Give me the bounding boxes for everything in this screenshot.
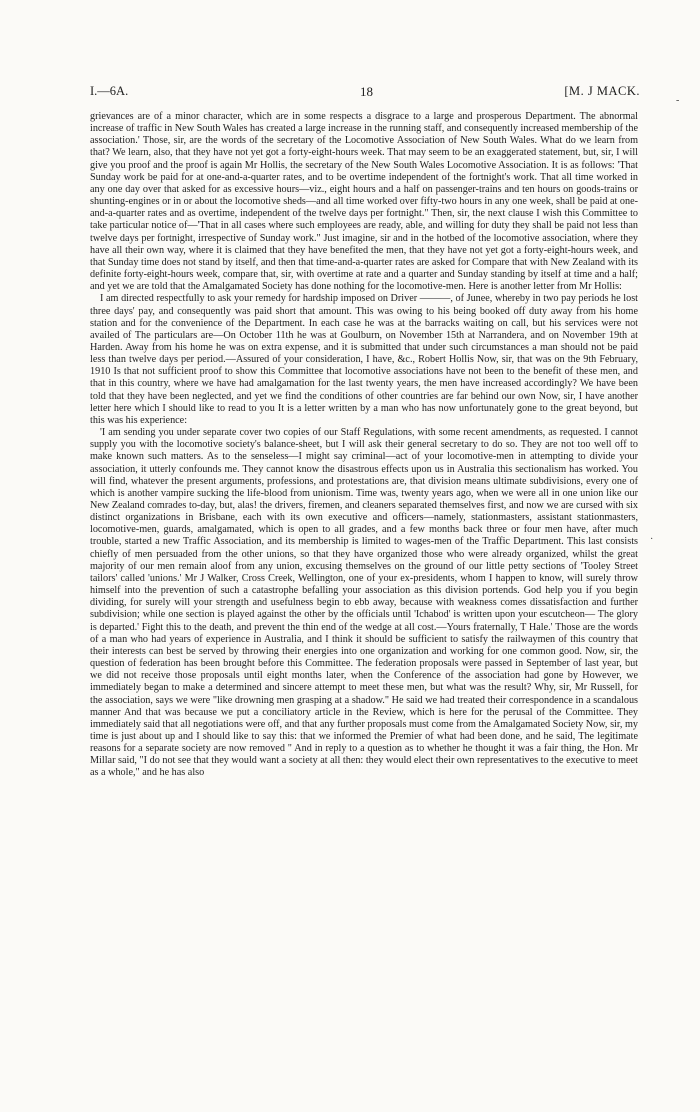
margin-mark: · (650, 534, 654, 545)
page-number: 18 (360, 84, 373, 99)
body-text (90, 111, 638, 780)
paragraph: I am directed respectfully to ask your remedy for hardship imposed on Driver ———, of Junee, whereby in two pay periods he lost three days' pay, and consequently was paid short that amount. This was owing to his being booked off duty away from his home station and for the convenience of the Department. In each case he was at the barracks waiting on call, but his services were not availed of The particulars are—On October 11th he was at Goulburn, on November 15th at Narrandera, and on November 19th at Harden. Away from his home he was on extra expense, and it is submitted that under such circumstances a man should not be paid less than twelve days per period.—Assured of your consideration, I have, &c., Robert Hollis Now, sir, that was on the 9th February, 1910 Is that not sufficient proof to show this Committee that locomotive associations have not been to the benefit of these men, and that in this country, where we have had amalgamation for the last twenty years, the men have increased accordingly? We have been told that they have been neglected, and yet we find the conditions of other countries are far behind our own Now, sir, I have another letter here which I should like to read to you It is a letter written by a man who has now unfortunately gone to the great beyond, but this was his experience: (90, 293, 638, 426)
paragraph: grievances are of a minor character, which are in some respects a disgrace to a large and prosperous Department. The abnormal increase of traffic in New South Wales has created a large increase in the running staff, and consequently increased membership of the association.' Those, sir, are the words of the secretary of the Locomotive Association of New South Wales. What do we learn from that? We learn, also, that they have not yet got a forty-eight-hours week. That may seem to be an exaggerated statement, but, sir, I will give you proof and the proof is again Mr Hollis, the secretary of the New South Wales Locomotive Association. It is as follows: 'That Sunday work be paid for at one-and-a-quarter rates, and to be overtime independent of the fortnight's work. That all time worked in any one day over that asked for as excessive hours—viz., eight hours and a half on passenger-trains and ten hours on goods-trains or shunting-engines or in or about the locomotive sheds—and all time worked over fifty-two hours in any one week, shall be paid at one-and-a-quarter rates and as overtime, independent of the twelve days per fortnight." Then, sir, the next clause I wish this Committee to take particular notice of—'That in all cases where such employees are ready, able, and willing for duty they shall be paid not less than twelve days per fortnight, irrespective of Sunday work." Just imagine, sir and in the hotbed of the locomotive association, where they have all their own way, where it is claimed that they have benefited the men, that they have not yet got a forty-eight-hours week, and that Sunday time does not stand by itself, and then that time-and-a-quarter rates are asked for Compare that with New Zealand with its definite forty-eight-hours week, compare that, sir, with overtime at rate and a quarter and Sunday standing by itself at time and a half; and yet we are told that the Amalgamated Society has done nothing for the locomotive-men. Here is another letter from Mr Hollis: (90, 111, 639, 293)
paragraph: 'I am sending you under separate cover two copies of our Staff Regulations, with some recent amendments, as requested. I cannot supply you with the locomotive society's balance-sheet, but I will ask their general secretary to do so. They are not too well off to make known such matters. As to the senseless—I might say criminal—act of your locomotive-men in attempting to divide your association, it utterly confounds me. They cannot know the disastrous effects upon us in Australia this sectionalism has worked. You will find, whatever the present arguments, professions, and protestations are, that division means ultimate subdivisions, every one of which is another vampire sucking the life-blood from unionism. Time was, twenty years ago, when we were all in one union like our New Zealand comrades to-day, but, alas! the drivers, firemen, and cleaners separated themselves first, and now we are cursed with six distinct organizations in Brisbane, each with its own executive and officers—namely, stationmasters, assistant stationmasters, locomotive-men, guards, amalgamated, which is open to all grades, and a few months back three or four men have, after much trouble, started a new Traffic Association, and its membership is limited to wages-men of the Traffic Department. This last consists chiefly of men persuaded from the other unions, so that they have organized those who were already organized, whilst the great majority of our men remain aloof from any union, excusing themselves on the ground of our little petty sections of 'Tooley Street tailors' called 'unions.' Mr J Walker, Cross Creek, Wellington, one of your ex-presidents, whom I happen to know, will surely throw himself into the prevention of such a catastrophe befalling your association as this division portends. God help you if you begin dividing, for surely will your strength and usefulness begin to ebb away, because with weakness comes dissatisfaction and further subdivision; while one section is played against the other by the officials until 'Ichabod' is written upon your escutcheon— The glory is departed.' Fight this to the death, and prevent the thin end of the wedge at all cost.—Yours fraternally, T Hale.' Those are the words of a man who had years of experience in Australia, and I think it should be sufficient to satisfy the railwaymen of this country that their interests can best be served by throwing their energies into one organization and working for one common good. Now, sir, the question of federation has been brought before this Committee. The federation proposals were passed in September of last year, but we did not receive those proposals until eight months later, when the Conference of the association had gone by However, we immediately began to make a determined and sincere attempt to meet these men, but what was the result? Why, sir, Mr Russell, for the association, says we were "like drowning men grasping at a shadow." He said we had treated their correspondence in a scandalous manner And that was because we put a conciliatory article in the Review, which is here for the perusal of the Committee. They immediately said that all negotiations were off, and that any further proposals must come from the Amalgamated Society Now, sir, my time is just about up and I should like to say this: that we informed the Premier of what had been done, and he said, The legitimate reasons for a separate society are now removed " And in reply to a question as to whether he thought it was a fair thing, the Hon. Mr Millar said, "I do not see that they would want a society at all then: they would elect their own representatives to the executive to meet as a whole," and he has also (90, 427, 638, 779)
document-reference: I.—6A. (90, 84, 129, 98)
margin-mark: ‐ (676, 95, 680, 106)
page-header (90, 84, 640, 104)
speaker-reference: [M. J MACK. (564, 84, 640, 98)
